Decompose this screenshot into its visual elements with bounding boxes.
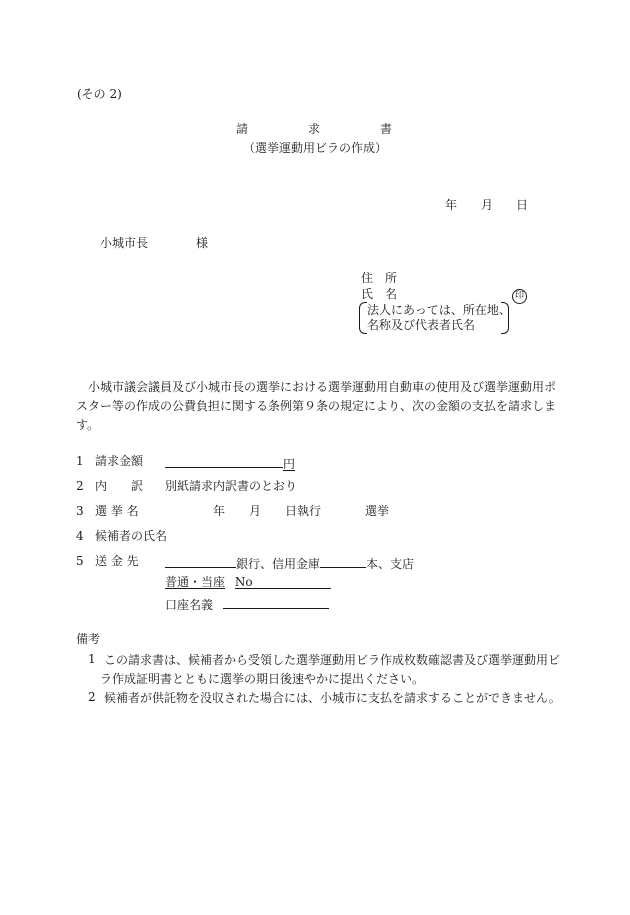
- amount-label: 請求金額: [95, 454, 144, 468]
- candidate-label: 候補者の氏名: [95, 529, 168, 543]
- corporate-note-line1: 法人にあっては、所在地、: [367, 303, 511, 317]
- date-year: 年: [445, 198, 458, 212]
- election-suffix: 選挙: [365, 504, 390, 518]
- item-number: 3: [76, 504, 84, 518]
- corporate-note-line2: 名称及び代表者氏名: [367, 318, 476, 332]
- election-month: 月: [249, 504, 262, 518]
- address-label: 住 所: [361, 271, 398, 285]
- election-year: 年: [213, 504, 226, 518]
- election-label: 選 挙 名: [95, 504, 139, 518]
- seal-mark: [512, 286, 527, 304]
- breakdown-label: 内 訳: [95, 479, 144, 493]
- note-bracket-left: [359, 302, 367, 334]
- bank-input-line[interactable]: [165, 553, 236, 568]
- body-paragraph: 小城市議会議員及び小城市長の選挙における選挙運動用自動車の使用及び選挙運動用ポスター等の作成の公費負担に関する条例第９条の規定により、次の金額の支払を請求します。: [76, 380, 557, 432]
- note-bracket-right: [501, 302, 509, 334]
- bank-type-text: 銀行、信用金庫: [236, 557, 321, 571]
- title-char-3: 書: [380, 122, 393, 136]
- remark-number: 2: [88, 690, 96, 704]
- addressee-honorific: 様: [196, 236, 209, 250]
- item-number: 4: [76, 529, 84, 543]
- form-number: (その 2): [77, 87, 122, 101]
- amount-input-line[interactable]: [165, 453, 283, 468]
- remark-1: この請求書は、候補者から受領した選挙運動用ビラ作成枚数確認書及び選挙運動用ビラ作成証明書とともに選挙の期日後速やかに提出ください。: [100, 653, 561, 686]
- item-number: 5: [76, 554, 84, 568]
- branch-type-text: 本、支店: [366, 557, 415, 571]
- remarks-heading: 備考: [76, 632, 101, 646]
- title-char-2: 求: [308, 122, 321, 136]
- holder-input-line[interactable]: [223, 594, 329, 609]
- account-field[interactable]: [165, 574, 331, 590]
- remark-number: 1: [88, 652, 96, 666]
- breakdown-value: 別紙請求内訳書のとおり: [165, 479, 298, 493]
- account-number-label: No: [234, 575, 253, 589]
- amount-unit: 円: [283, 457, 296, 471]
- title-char-1: 請: [236, 122, 249, 136]
- addressee-name: 小城市長: [100, 236, 149, 250]
- election-day-held: 日執行: [285, 504, 322, 518]
- date-month: 月: [481, 198, 494, 212]
- name-label: 氏 名: [361, 287, 398, 301]
- account-type: 普通・当座: [165, 575, 226, 589]
- branch-input-line[interactable]: [320, 553, 366, 568]
- amount-field[interactable]: [165, 453, 295, 472]
- seal-icon: 印: [512, 289, 527, 304]
- item-number: 1: [76, 454, 84, 468]
- subtitle: （選挙運動用ビラの作成）: [243, 141, 388, 155]
- item-number: 2: [76, 479, 84, 493]
- bank-field[interactable]: [165, 553, 414, 572]
- remark-2: 候補者が供託物を没収された場合には、小城市に支払を請求することができません。: [104, 691, 561, 705]
- holder-field[interactable]: [165, 594, 329, 613]
- date-day: 日: [516, 198, 529, 212]
- holder-label: 口座名義: [165, 598, 214, 612]
- account-number-field[interactable]: [235, 574, 331, 589]
- remit-label: 送 金 先: [95, 554, 139, 568]
